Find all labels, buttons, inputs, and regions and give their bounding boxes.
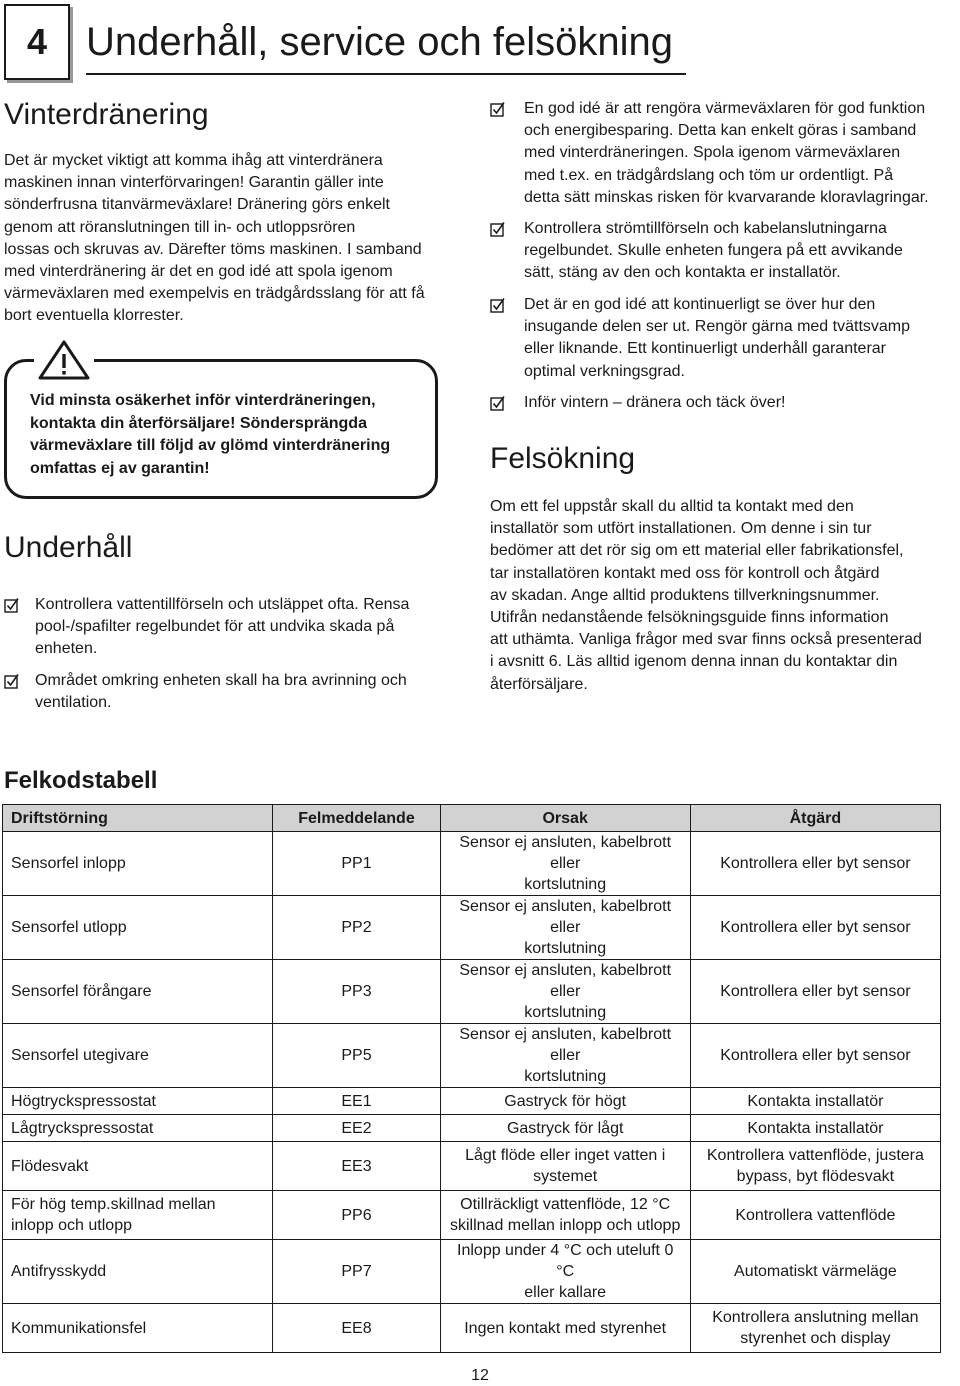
checkbox-checked-icon [490, 221, 506, 237]
text-line: installatör som utfört installationen. Om denne i sin tur [490, 520, 872, 538]
cell-line: EE1 [341, 1092, 372, 1110]
cell-line: För hög temp.skillnad mellan [11, 1196, 216, 1213]
cell-line: Lågtryckspressostat [11, 1119, 154, 1137]
text-line: Området omkring enheten skall ha bra avrinning och [35, 672, 407, 689]
checklist-item [490, 392, 958, 414]
checklist-text [35, 670, 407, 714]
table-cell [273, 832, 440, 896]
error-code-table [2, 804, 941, 1353]
table-cell [3, 1191, 273, 1240]
warning-line: värmeväxlare till följd av glömd vinterdränering [30, 437, 391, 454]
text-line: En god idé är att rengöra värmeväxlaren för god funktion [524, 100, 926, 117]
column-header: Orsak [440, 805, 690, 832]
table-cell [690, 1304, 940, 1353]
cell-line: bypass, byt flödesvakt [736, 1168, 895, 1185]
cell-line: Högtryckspressostat [11, 1092, 156, 1110]
text-line: värmeväxlaren med exempelvis en trädgårdsslang för att få [4, 285, 425, 303]
cell-line: Kontakta installatör [747, 1092, 884, 1110]
cell-line: kortslutning [524, 1068, 607, 1085]
table-row [3, 960, 941, 1024]
column-header: Driftstörning [3, 805, 273, 832]
table-cell [690, 1115, 940, 1142]
cell-line: Sensor ej ansluten, kabelbrott eller [459, 962, 672, 1000]
table-cell [3, 960, 273, 1024]
cell-line: Kontrollera vattenflöde, justera [706, 1147, 924, 1164]
text-line: optimal verkningsgrad. [524, 362, 685, 380]
table-cell [440, 1240, 690, 1304]
warning-triangle-icon [34, 338, 94, 384]
table-cell [440, 1304, 690, 1353]
table-cell [273, 896, 440, 960]
text-line: att uthämta. Vanliga frågor med svar finns också presenterad [490, 631, 922, 649]
table-row [3, 1142, 941, 1191]
checklist-text [35, 594, 409, 661]
cell-line: Sensorfel utegivare [11, 1047, 149, 1064]
text-line: bort eventuella klorrester. [4, 307, 184, 325]
checklist-text [524, 218, 903, 285]
table-cell [3, 896, 273, 960]
felsokning-text [490, 496, 958, 696]
cell-line: kortslutning [524, 876, 607, 893]
table-cell [273, 1088, 440, 1115]
table-cell [440, 832, 690, 896]
vinterdranering-heading: Vinterdränering [4, 98, 209, 131]
table-cell [440, 1024, 690, 1088]
cell-line: PP6 [341, 1206, 372, 1224]
checklist-item [4, 670, 454, 714]
table-cell [3, 1024, 273, 1088]
text-line: med vinterdränering är det en god idé att spola igenom [4, 263, 393, 281]
cell-line: Inlopp under 4 °C och uteluft 0 °C [457, 1242, 674, 1280]
cell-line: Sensorfel inlopp [11, 855, 126, 872]
cell-line: Kontrollera eller byt sensor [720, 983, 911, 1000]
text-line: sönderfrusna titanvärmeväxlare! Dränering görs enkelt [4, 196, 390, 214]
text-line: Det är mycket viktigt att komma ihåg att vinterdränera [4, 152, 383, 169]
table-row [3, 1115, 941, 1142]
cell-line: kortslutning [524, 940, 607, 957]
text-line: ventilation. [35, 694, 112, 712]
text-line: återförsäljare. [490, 675, 588, 693]
table-row [3, 1240, 941, 1304]
checkbox-checked-icon [4, 673, 20, 689]
cell-line: EE8 [341, 1319, 372, 1337]
cell-line: Sensor ej ansluten, kabelbrott eller [459, 834, 672, 872]
underhall-heading: Underhåll [4, 531, 133, 564]
felsokning-heading: Felsökning [490, 442, 636, 475]
text-line: pool-/spafilter regelbundet för att undvika skada på [35, 618, 395, 636]
table-cell [3, 832, 273, 896]
table-cell [273, 1304, 440, 1353]
text-line: Det är en god idé att kontinuerligt se över hur den [524, 296, 876, 313]
text-line: maskinen innan vinterförvaringen! Garantin gäller inte [4, 174, 384, 192]
cell-line: inlopp och utlopp [11, 1217, 132, 1234]
table-row [3, 1024, 941, 1088]
checklist-item [490, 218, 958, 285]
cell-line: Sensorfel utlopp [11, 919, 127, 936]
page-number: 12 [471, 1367, 489, 1384]
table-cell [690, 832, 940, 896]
text-line: tar installatören kontakt med oss för kontroll och åtgärd [490, 564, 880, 582]
text-line: med vinterdräneringen. Spola igenom värmeväxlaren [524, 144, 901, 162]
cell-line: PP5 [341, 1047, 372, 1064]
table-cell [440, 896, 690, 960]
table-cell [3, 1240, 273, 1304]
text-line: Om ett fel uppstår skall du alltid ta kontakt med den [490, 498, 854, 515]
cell-line: Kontrollera anslutning mellan [712, 1309, 919, 1326]
table-cell [273, 1191, 440, 1240]
checklist-item [4, 594, 454, 661]
table-cell [273, 1142, 440, 1191]
text-line: bedömer att det rör sig om ett material eller fabrikationsfel, [490, 542, 904, 560]
table-cell [690, 896, 940, 960]
cell-line: Kontrollera eller byt sensor [720, 855, 911, 872]
table-row [3, 1088, 941, 1115]
text-line: insugande delen ser ut. Rengör gärna med tvättsvamp [524, 318, 911, 336]
table-cell [273, 960, 440, 1024]
table-cell [690, 1088, 940, 1115]
table-cell [273, 1024, 440, 1088]
checkbox-checked-icon [490, 395, 506, 411]
chapter-number: 4 [26, 21, 48, 62]
warning-text [30, 390, 430, 480]
cell-line: Kommunikationsfel [11, 1319, 147, 1337]
table-cell [440, 1088, 690, 1115]
cell-line: skillnad mellan inlopp och utlopp [449, 1217, 681, 1234]
table-cell [690, 1191, 940, 1240]
table-cell [690, 1024, 940, 1088]
warning-line: Vid minsta osäkerhet inför vinterdräneringen, [30, 392, 376, 409]
table-cell [3, 1142, 273, 1191]
text-line: regelbundet. Skulle enheten fungera på ett avvikande [524, 242, 903, 260]
cell-line: EE3 [341, 1157, 372, 1175]
cell-line: PP1 [341, 855, 372, 872]
cell-line: EE2 [341, 1119, 372, 1137]
table-cell [440, 1142, 690, 1191]
column-header: Felmeddelande [273, 805, 440, 832]
table-cell [273, 1240, 440, 1304]
cell-line: Antifrysskydd [11, 1263, 107, 1280]
cell-line: Sensor ej ansluten, kabelbrott eller [459, 1026, 672, 1064]
text-line: och energibesparing. Detta kan enkelt göras i samband [524, 122, 917, 140]
text-line: detta sätt minskas risken för kvarvarande kloravlagringar. [524, 188, 929, 206]
cell-line: Lågt flöde eller inget vatten i [465, 1147, 666, 1164]
checkbox-checked-icon [490, 101, 506, 117]
cell-line: Gastryck för lågt [506, 1119, 624, 1137]
checklist-text [524, 392, 785, 414]
table-row [3, 896, 941, 960]
table-row [3, 1191, 941, 1240]
cell-line: eller kallare [524, 1284, 607, 1301]
table-title: Felkodstabell [4, 767, 158, 794]
cell-line: Flödesvakt [11, 1157, 89, 1175]
table-header-row [3, 805, 941, 832]
text-line: i avsnitt 6. Läs alltid igenom denna innan du kontaktar din [490, 653, 898, 671]
cell-line: kortslutning [524, 1004, 607, 1021]
text-line: Utifrån nedanstående felsökningsguide finns information [490, 609, 889, 627]
cell-line: Otillräckligt vattenflöde, 12 °C [460, 1196, 671, 1213]
checklist-text [524, 98, 929, 209]
text-line: av skadan. Ange alltid produktens tillverkningsnummer. [490, 586, 880, 604]
header-rule [86, 73, 686, 75]
text-line: eller liknande. Ett kontinuerligt underhåll garanterar [524, 340, 886, 358]
text-line: sätt, stäng av den och kontakta er installatör. [524, 264, 841, 282]
table-cell [440, 1191, 690, 1240]
cell-line: Gastryck för högt [504, 1092, 627, 1110]
table-cell [690, 1142, 940, 1191]
warning-line: kontakta din återförsäljare! Söndersprängda [30, 414, 367, 432]
chapter-number-box [4, 4, 70, 80]
checkbox-checked-icon [4, 597, 20, 613]
cell-line: PP3 [341, 983, 372, 1000]
cell-line: Ingen kontakt med styrenhet [464, 1319, 667, 1337]
text-line: Kontrollera strömtillförseln och kabelanslutningarna [524, 220, 887, 237]
text-line: med t.ex. en trädgårdslang och töm ur ordentligt. På [524, 166, 894, 184]
text-line: lossas och skruvas av. Därefter töms maskinen. I samband [4, 240, 422, 258]
checklist-item [490, 294, 958, 383]
table-cell [440, 960, 690, 1024]
table-cell [3, 1304, 273, 1353]
checklist-item [490, 98, 958, 209]
table-cell [3, 1088, 273, 1115]
text-line: Kontrollera vattentillförseln och utsläppet ofta. Rensa [35, 596, 410, 613]
cell-line: systemet [533, 1168, 598, 1185]
column-header: Åtgärd [690, 805, 940, 832]
cell-line: Kontrollera eller byt sensor [720, 1047, 911, 1064]
table-row [3, 832, 941, 896]
table-row [3, 1304, 941, 1353]
text-line: genom att röranslutningen till in- och utloppsrören [4, 218, 356, 236]
table-cell [3, 1115, 273, 1142]
text-line: Inför vintern – dränera och täck över! [524, 394, 786, 411]
cell-line: Kontakta installatör [747, 1119, 884, 1137]
cell-line: Automatiskt värmeläge [734, 1263, 897, 1280]
cell-line: styrenhet och display [740, 1330, 891, 1347]
cell-line: PP2 [341, 919, 372, 936]
text-line: enheten. [35, 640, 98, 658]
cell-line: Sensor ej ansluten, kabelbrott eller [459, 898, 672, 936]
cell-line: Sensorfel förångare [11, 983, 152, 1000]
cell-line: PP7 [341, 1263, 372, 1280]
warning-line: omfattas ej av garantin! [30, 459, 210, 477]
chapter-title: Underhåll, service och felsökning [86, 20, 673, 64]
cell-line: Kontrollera eller byt sensor [720, 919, 911, 936]
table-cell [690, 960, 940, 1024]
cell-line: Kontrollera vattenflöde [735, 1206, 896, 1224]
table-cell [440, 1115, 690, 1142]
checklist-text [524, 294, 910, 383]
table-cell [690, 1240, 940, 1304]
vinterdranering-text [4, 150, 454, 328]
checkbox-checked-icon [490, 297, 506, 313]
table-cell [273, 1115, 440, 1142]
